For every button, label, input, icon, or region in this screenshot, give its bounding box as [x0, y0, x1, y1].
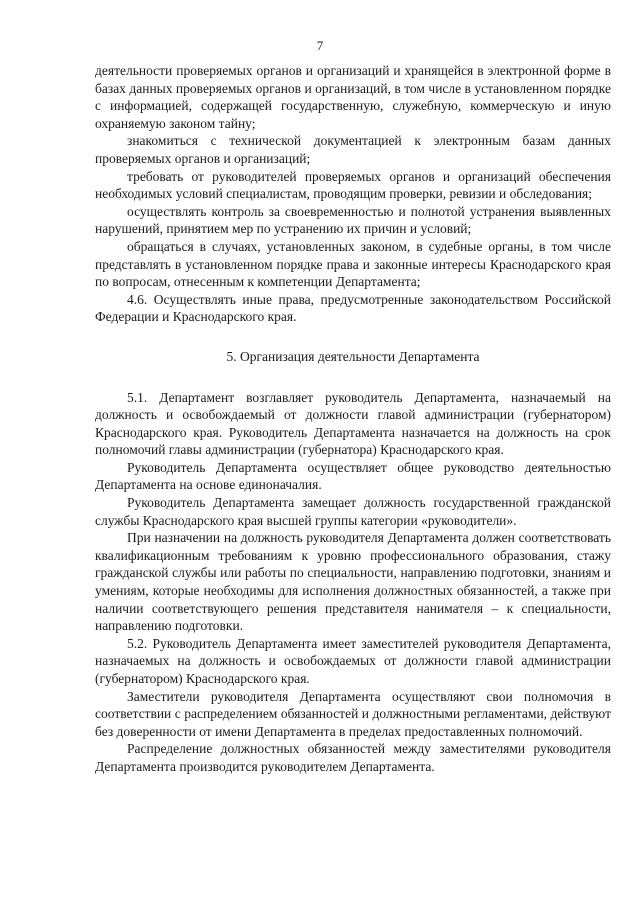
paragraph: обращаться в случаях, установленных законом, в судебные органы, в том числе представлять в установленном порядке права и законные интересы Краснодарского края по вопросам, отнесенным к компетенции Департамента;: [95, 238, 611, 290]
paragraph: 5.2. Руководитель Департамента имеет заместителей руководителя Департамента, назначаемых на должность и освобождаемых от должности главой администрации (губернатором) Краснодарского края.: [95, 635, 611, 686]
paragraph: Распределение должностных обязанностей между заместителями руководителя Департамента производится руководителем Департамента.: [95, 741, 611, 774]
paragraph: требовать от руководителей проверяемых органов и организаций обеспечения необходимых условий специалистам, проводящим проверки, ревизии и обследования;: [95, 168, 611, 202]
paragraph: Руководитель Департамента замещает должность государственной гражданской службы Краснодарского края высшей группы категории «руководители».: [95, 495, 611, 528]
document-body: [95, 62, 611, 776]
paragraph: Заместители руководителя Департамента осуществляют свои полномочия в соответствии с распределением обязанностей и должностными регламентами, действуют без доверенности от имени Департамента в пределах предоставленных полномочий.: [95, 688, 611, 739]
page-number: 7: [316, 38, 324, 53]
section-heading: 5. Организация деятельности Департамента: [226, 348, 480, 364]
paragraph: Руководитель Департамента осуществляет общее руководство деятельностью Департамента на основе единоначалия.: [95, 459, 611, 493]
paragraph: При назначении на должность руководителя Департамента должен соответствовать квалификационным требованиям к уровню профессионального образования, стажу гражданской службы или работы по специальности, направлению подготовки, знаниям и умениям, которые необходимы для исполнения должностных обязанностей, а также при наличии соответствующего решения представителя нанимателя – к специальности, направлению подготовки.: [95, 530, 611, 634]
paragraph: знакомиться с технической документацией к электронным базам данных проверяемых органов и организаций;: [95, 133, 611, 166]
paragraph: осуществлять контроль за своевременностью и полнотой устранения выявленных нарушений, принятием мер по устранению их причин и условий;: [95, 203, 611, 237]
paragraph: деятельности проверяемых органов и организаций и хранящейся в электронной форме в базах данных проверяемых органов и организаций, в том числе в установленном порядке с информацией, содержащей государственную, служебную, коммерческую и иную охраняемую законом тайну;: [95, 63, 611, 131]
paragraph: 4.6. Осуществлять иные права, предусмотренные законодательством Российской Федерации и Краснодарского края.: [95, 291, 611, 325]
paragraph: 5.1. Департамент возглавляет руководитель Департамента, назначаемый на должность и освобождаемый от должности главой администрации (губернатором) Краснодарского края. Руководитель Департамента назначается на должность на срок полномочий главы администрации (губернатора) Краснодарского края.: [95, 389, 611, 458]
